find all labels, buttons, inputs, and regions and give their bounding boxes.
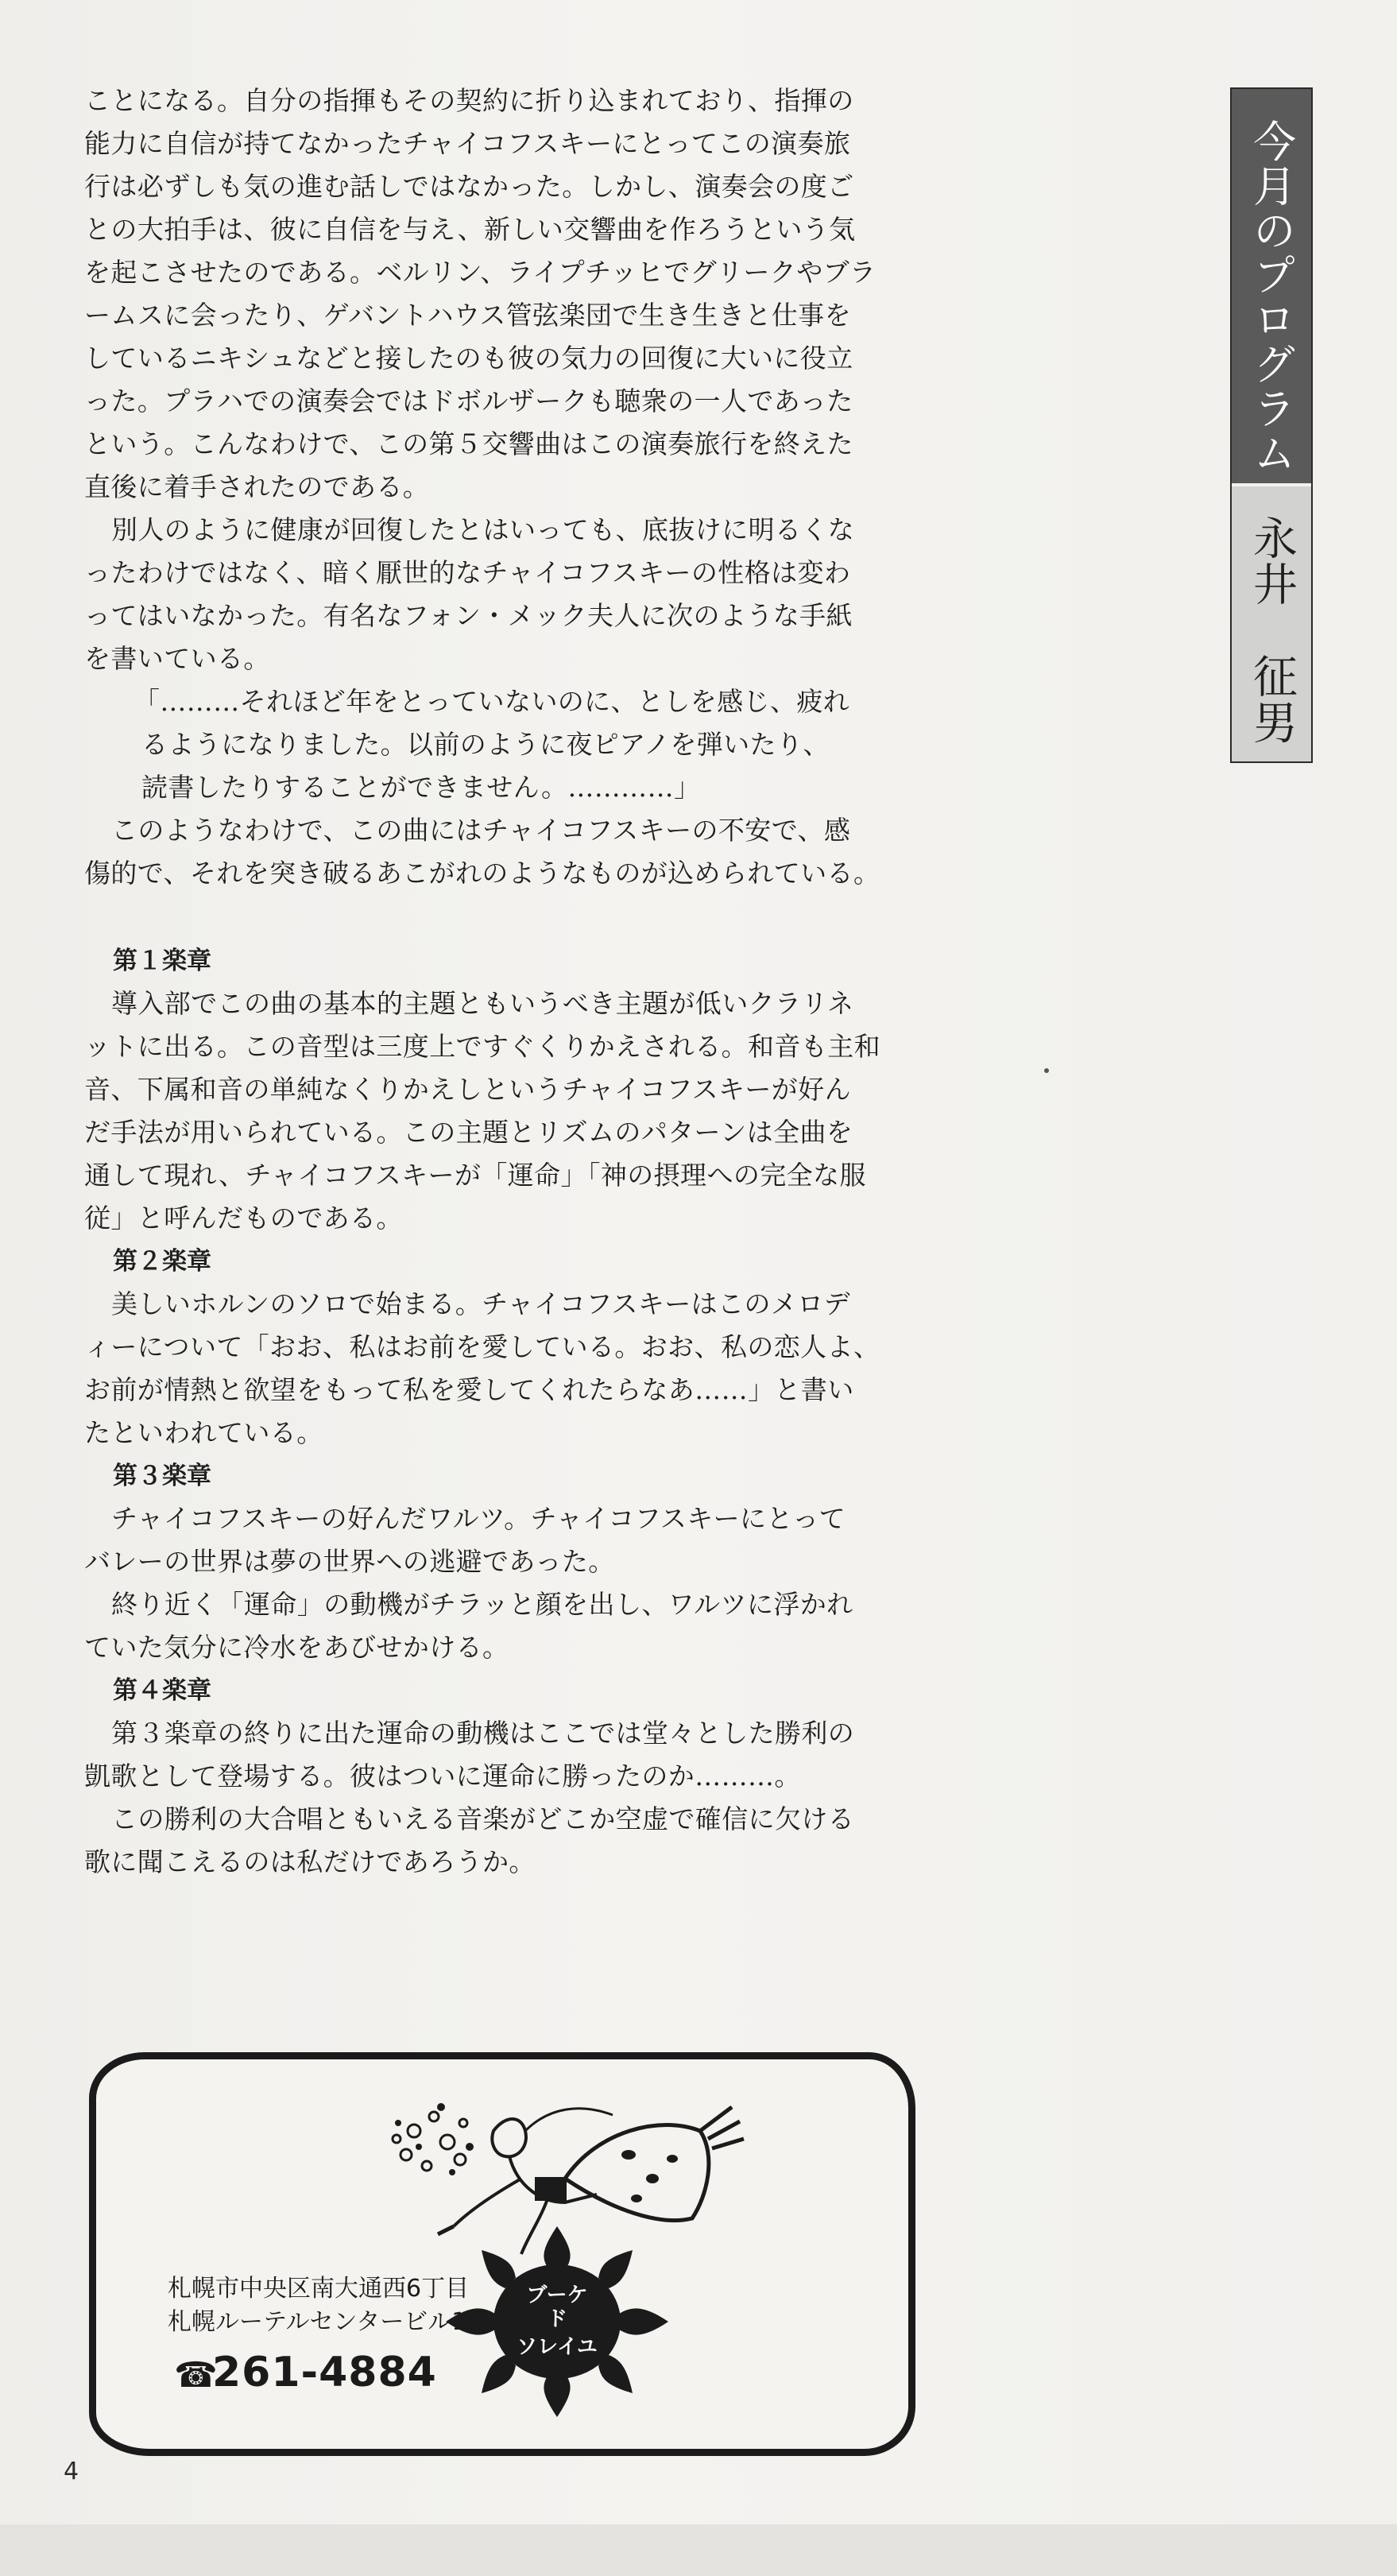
author-name: 永井 征男 <box>1232 486 1311 761</box>
text-line: 別人のように健康が回復したとはいっても、底抜けに明るくな <box>111 514 855 545</box>
text-line: しているニキシュなどと接したのも彼の気力の回復に大いに役立 <box>84 343 853 374</box>
movement-heading: 第３楽章 <box>113 1462 211 1490</box>
section-title: 今月のプログラム <box>1232 89 1311 483</box>
page-number: 4 <box>64 2458 79 2485</box>
shop-advertisement <box>89 2052 915 2456</box>
movement-heading: 第２楽章 <box>113 1247 211 1276</box>
text-line: った。プラハでの演奏会ではドボルザークも聴衆の一人であった <box>84 385 853 416</box>
text-line: ったわけではなく、暗く厭世的なチャイコフスキーの性格は変わ <box>84 557 851 588</box>
text-line: たといわれている。 <box>84 1417 323 1448</box>
quote-line: 「………それほど年をとっていないのに、としを感じ、疲れ <box>134 686 850 717</box>
spacer <box>84 895 903 939</box>
text-line: 傷的で、それを突き破るあこがれのようなものが込められている。 <box>84 858 880 889</box>
text-line: バレーの世界は夢の世界への逃避であった。 <box>84 1546 615 1577</box>
logo-text: ド <box>546 2307 568 2331</box>
text-line: を起こさせたのである。ベルリン、ライプチッヒでグリークやブラ <box>84 257 877 288</box>
text-line: ットに出る。この音型は三度上ですぐくりかえされる。和音も主和 <box>84 1031 880 1062</box>
text-line: 能力に自信が持てなかったチャイコフスキーにとってこの演奏旅 <box>84 128 851 159</box>
text-line: 第３楽章の終りに出た運命の動機はここでは堂々とした勝利の <box>111 1718 855 1749</box>
quote-line: るようになりました。以前のように夜ピアノを弾いたり、 <box>141 729 830 760</box>
text-line: ィーについて「おお、私はお前を愛している。おお、私の恋人よ、 <box>84 1331 880 1362</box>
address-line: 札幌市中央区南大通西6丁目 <box>168 2275 470 2303</box>
logo-text: ソレイユ <box>517 2335 598 2359</box>
logo-text: ブーケ <box>526 2284 588 2307</box>
shop-address <box>168 2272 481 2339</box>
movement-3 <box>84 1455 903 1669</box>
text-line: 導入部でこの曲の基本的主題ともいうべき主題が低いクラリネ <box>111 988 854 1019</box>
telephone-icon: ☎ <box>174 2355 218 2396</box>
bouquet-sun-illustration <box>358 2083 883 2449</box>
text-line: この勝利の大合唱ともいえる音楽がどこか空虚で確信に欠ける <box>111 1803 855 1834</box>
paragraph-intro <box>84 79 903 509</box>
text-line: 直後に着手されたのである。 <box>84 471 430 502</box>
movement-2 <box>84 1240 903 1455</box>
scan-edge <box>0 2524 1397 2576</box>
text-line: 歌に聞こえるのは私だけであろうか。 <box>84 1846 536 1877</box>
text-line: 凱歌として登場する。彼はついに運命に勝ったのか………。 <box>84 1761 801 1792</box>
text-line: だ手法が用いられている。この主題とリズムのパターンは全曲を <box>84 1117 853 1148</box>
text-line: ことになる。自分の指揮もその契約に折り込まれており、指揮の <box>84 85 854 116</box>
quote-line: 読書したりすることができません。…………」 <box>141 772 701 803</box>
shop-phone: 261-4884 <box>212 2349 437 2396</box>
text-line: 終り近く「運命」の動機がチラッと顔を出し、ワルツに浮かれ <box>111 1589 853 1620</box>
text-line: 従」と呼んだものである。 <box>84 1203 403 1234</box>
paragraph-summary <box>84 809 903 895</box>
section-label-box <box>1230 87 1313 763</box>
address-line: 札幌ルーテルセンタービル1F <box>168 2308 481 2336</box>
movement-heading: 第１楽章 <box>113 947 211 975</box>
movement-heading: 第４楽章 <box>113 1676 211 1705</box>
text-line: ていた気分に冷水をあびせかける。 <box>84 1632 509 1663</box>
paragraph-health <box>84 509 903 680</box>
movement-1 <box>84 939 903 1240</box>
text-line: 行は必ずしも気の進む話しではなかった。しかし、演奏会の度ご <box>84 171 854 202</box>
text-line: このようなわけで、この曲にはチャイコフスキーの不安で、感 <box>111 815 851 846</box>
text-line: を書いている。 <box>84 643 270 674</box>
text-line: ってはいなかった。有名なフォン・メック夫人に次のような手紙 <box>84 600 853 631</box>
text-line: 音、下属和音の単純なくりかえしというチャイコフスキーが好ん <box>84 1074 851 1105</box>
movement-4 <box>84 1669 903 1884</box>
letter-quote <box>84 680 903 809</box>
text-line: との大拍手は、彼に自信を与え、新しい交響曲を作ろうという気 <box>84 214 856 245</box>
speck <box>1044 1068 1049 1073</box>
text-line: という。こんなわけで、この第５交響曲はこの演奏旅行を終えた <box>84 428 853 459</box>
text-line: チャイコフスキーの好んだワルツ。チャイコフスキーにとって <box>111 1503 846 1534</box>
article-body <box>84 79 903 1884</box>
text-line: お前が情熱と欲望をもって私を愛してくれたらなあ……」と書い <box>84 1374 854 1405</box>
text-line: ームスに会ったり、ゲバントハウス管弦楽団で生き生きと仕事を <box>84 300 851 331</box>
text-line: 美しいホルンのソロで始まる。チャイコフスキーはこのメロデ <box>111 1288 851 1319</box>
text-line: 通して現れ、チャイコフスキーが「運命」「神の摂理への完全な服 <box>84 1160 866 1191</box>
